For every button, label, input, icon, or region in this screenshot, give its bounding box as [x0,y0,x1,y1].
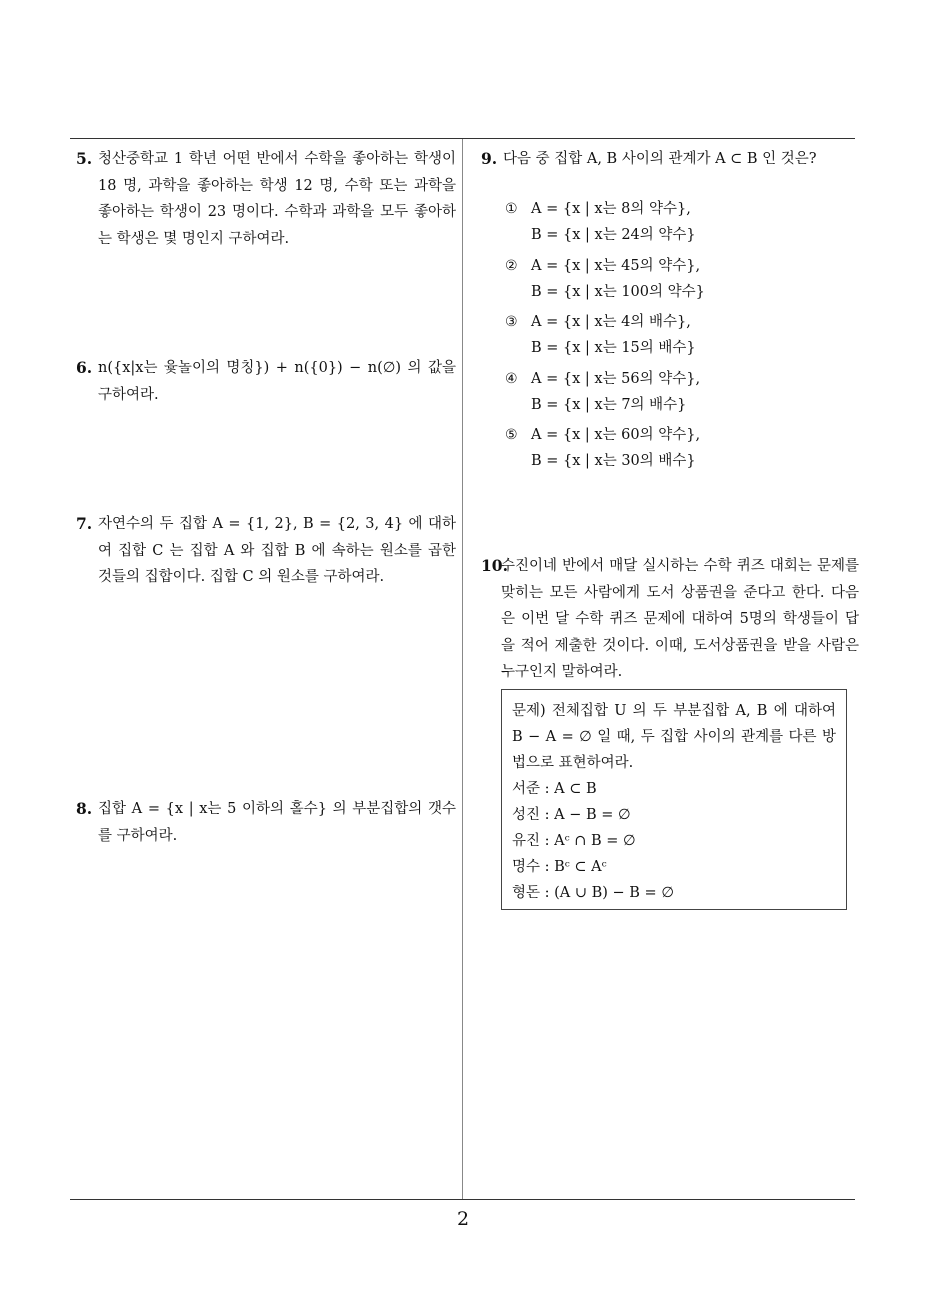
student-answer: 형돈 : (A ∪ B) − B = ∅ [512,885,674,901]
question-number: 5. [76,149,93,168]
choice-marker: ③ [505,314,518,330]
question-number: 6. [76,358,93,377]
student-answer: 성진 : A − B = ∅ [512,807,631,823]
quiz-answer-box [501,689,847,910]
student-answer: 명수 : Bᶜ ⊂ Aᶜ [512,859,607,875]
question-text: 수진이네 반에서 매달 실시하는 수학 퀴즈 대회는 문제를 맞히는 모든 사람에게 도서 상품권을 준다고 한다. 다음은 이번 달 수학 퀴즈 문제에 대하여 5명의 학생들이 답을 적어 제출한 것이다. 이때, 도서상품권을 받을 사람은 누구인지 말하여라. [501,558,859,680]
choice-3 [505,309,845,366]
student-answer: 서준 : A ⊂ B [512,781,597,797]
choice-1 [505,196,845,253]
choice-set-a: A = {x | x는 4의 배수}, [531,314,691,330]
question-9 [481,146,856,173]
question-text: 집합 A = {x | x는 5 이하의 홀수} 의 부분집합의 갯수를 구하여라. [98,801,456,844]
question-number: 7. [76,514,93,533]
choice-marker: ④ [505,370,518,387]
question-10 [481,553,859,686]
choice-set-b: B = {x | x는 30의 배수} [531,453,696,469]
student-answer: 유진 : Aᶜ ∩ B = ∅ [512,833,636,849]
choice-set-a: A = {x | x는 60의 약수}, [531,427,701,443]
choice-marker: ① [505,201,518,217]
choice-set-b: B = {x | x는 100의 약수} [531,283,705,300]
choice-4 [505,366,845,423]
question-8 [76,796,456,849]
question-5 [76,146,456,252]
choice-set-a: A = {x | x는 45의 약수}, [531,257,701,274]
question-text: 자연수의 두 집합 A = {1, 2}, B = {2, 3, 4} 에 대하여 집합 C 는 집합 A 와 집합 B 에 속하는 원소를 곱한 것들의 집합이다. 집합 C 의 원소를 구하여라. [98,516,456,585]
question-number: 10. [481,556,508,575]
question-6 [76,355,456,408]
question-text: 다음 중 집합 A, B 사이의 관계가 A ⊂ B 인 것은? [503,151,817,167]
choice-2 [505,253,845,310]
question-text: 청산중학교 1 학년 어떤 반에서 수학을 좋아하는 학생이 18 명, 과학을 좋아하는 학생 12 명, 수학 또는 과학을 좋아하는 학생이 23 명이다. 수학과 과학을 모두 좋아하는 학생은 몇 명인지 구하여라. [98,151,456,247]
choice-5 [505,422,845,479]
question-text: n({x|x는 윷놀이의 명칭}) + n({0}) − n(∅) 의 값을 구하여라. [98,360,456,403]
choice-set-b: B = {x | x는 15의 배수} [531,340,696,356]
choice-set-b: B = {x | x는 7의 배수} [531,396,687,413]
quiz-prompt: 문제) 전체집합 U 의 두 부분집합 A, B 에 대하여 B − A = ∅ 일 때, 두 집합 사이의 관계를 다른 방법으로 표현하여라. [512,703,836,771]
choice-set-a: A = {x | x는 56의 약수}, [531,370,701,387]
question-7 [76,511,456,591]
page-number: 2 [456,1208,470,1230]
question-number: 9. [481,149,498,168]
bottom-rule [70,1199,855,1200]
choice-marker: ② [505,257,518,274]
choice-set-b: B = {x | x는 24의 약수} [531,227,696,243]
question-number: 8. [76,799,93,818]
column-divider [462,139,463,1199]
choice-set-a: A = {x | x는 8의 약수}, [531,201,691,217]
choice-marker: ⑤ [505,427,518,443]
choice-list [505,196,845,479]
